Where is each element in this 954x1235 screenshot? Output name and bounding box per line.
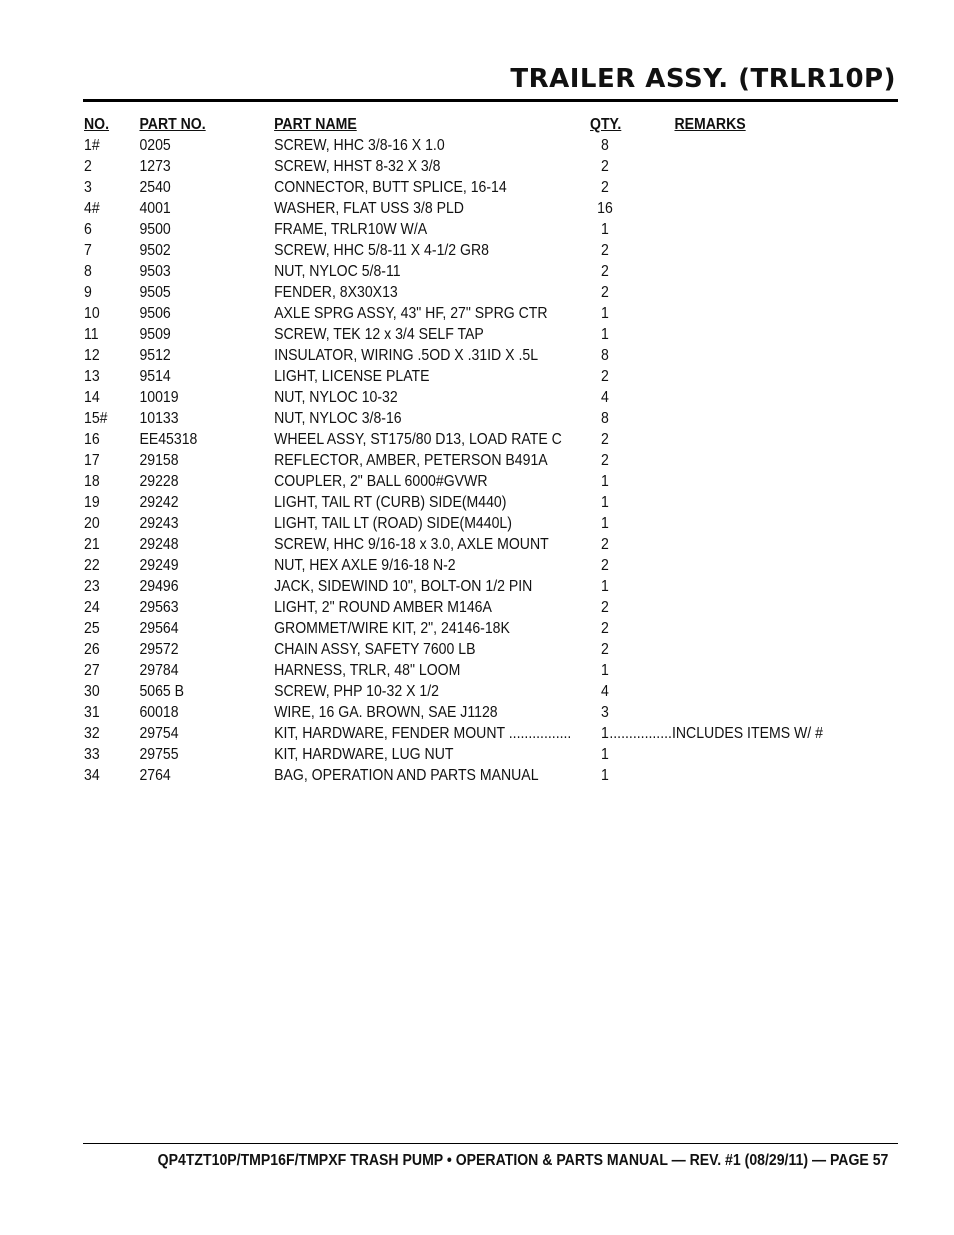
cell-part-name: SCREW, HHST 8-32 X 3/8 [274, 158, 441, 175]
cell-part-name: BAG, OPERATION AND PARTS MANUAL [274, 767, 539, 784]
cell-qty: 1 [601, 725, 609, 742]
cell-no: 18 [84, 473, 100, 490]
header-qty: QTY. [590, 116, 622, 133]
cell-qty: 1 [601, 494, 609, 511]
cell-part-no: 9505 [139, 284, 171, 301]
cell-part-no: 4001 [139, 200, 171, 217]
table-row [84, 681, 800, 702]
cell-part-name: REFLECTOR, AMBER, PETERSON B491A [274, 452, 548, 469]
cell-no: 3 [84, 179, 92, 196]
cell-part-no: 2764 [139, 767, 171, 784]
table-row [84, 492, 800, 513]
cell-no: 20 [84, 515, 100, 532]
cell-no: 8 [84, 263, 92, 280]
table-row [84, 534, 800, 555]
table-row [84, 702, 800, 723]
cell-part-no: 1273 [139, 158, 171, 175]
cell-part-name: AXLE SPRG ASSY, 43" HF, 27" SPRG CTR [274, 305, 548, 322]
cell-no: 34 [84, 767, 100, 784]
cell-part-name: SCREW, PHP 10-32 X 1/2 [274, 683, 439, 700]
cell-no: 12 [84, 347, 100, 364]
cell-part-name: KIT, HARDWARE, FENDER MOUNT ................ [274, 725, 572, 742]
cell-part-name: WHEEL ASSY, ST175/80 D13, LOAD RATE C [274, 431, 562, 448]
cell-no: 9 [84, 284, 92, 301]
cell-part-no: 0205 [139, 137, 171, 154]
cell-part-name: FRAME, TRLR10W W/A [274, 221, 428, 238]
cell-part-no: 29248 [139, 536, 179, 553]
table-header-row [84, 114, 800, 135]
cell-no: 1# [84, 137, 100, 154]
cell-part-name: WIRE, 16 GA. BROWN, SAE J1128 [274, 704, 498, 721]
table-row [84, 429, 800, 450]
cell-qty: 1 [601, 578, 609, 595]
cell-part-no: 29242 [139, 494, 179, 511]
cell-part-no: 60018 [139, 704, 179, 721]
table-row [84, 660, 800, 681]
parts-table [84, 114, 898, 786]
cell-part-no: 29563 [139, 599, 179, 616]
table-row [84, 177, 800, 198]
cell-qty: 1 [601, 326, 609, 343]
footer-rule [83, 1143, 898, 1144]
cell-part-name: SCREW, HHC 3/8-16 X 1.0 [274, 137, 445, 154]
cell-qty: 2 [601, 368, 609, 385]
table-row [84, 387, 800, 408]
cell-part-name: JACK, SIDEWIND 10", BOLT-ON 1/2 PIN [274, 578, 533, 595]
cell-part-no: 29754 [139, 725, 179, 742]
cell-qty: 8 [601, 410, 609, 427]
table-row [84, 366, 800, 387]
table-row [84, 261, 800, 282]
table-row [84, 135, 800, 156]
cell-no: 27 [84, 662, 100, 679]
cell-qty: 1 [601, 221, 609, 238]
cell-qty: 1 [601, 746, 609, 763]
cell-no: 22 [84, 557, 100, 574]
cell-part-no: 5065 B [139, 683, 185, 700]
cell-part-name: KIT, HARDWARE, LUG NUT [274, 746, 454, 763]
cell-qty: 1 [601, 767, 609, 784]
cell-no: 7 [84, 242, 92, 259]
cell-part-no: 2540 [139, 179, 171, 196]
table-row [84, 156, 800, 177]
cell-qty: 8 [601, 137, 609, 154]
header-no: NO. [84, 116, 110, 133]
cell-no: 21 [84, 536, 100, 553]
cell-qty: 1 [601, 515, 609, 532]
cell-no: 4# [84, 200, 100, 217]
cell-part-name: CONNECTOR, BUTT SPLICE, 16-14 [274, 179, 507, 196]
table-row [84, 198, 800, 219]
header-remarks: REMARKS [674, 116, 746, 133]
cell-part-name: LIGHT, LICENSE PLATE [274, 368, 430, 385]
cell-qty: 2 [601, 179, 609, 196]
cell-part-name: LIGHT, 2" ROUND AMBER M146A [274, 599, 492, 616]
cell-part-no: 9514 [139, 368, 171, 385]
cell-no: 13 [84, 368, 100, 385]
cell-part-no: 29755 [139, 746, 179, 763]
cell-no: 2 [84, 158, 92, 175]
cell-qty: 2 [601, 452, 609, 469]
title-rule [83, 99, 898, 102]
cell-part-no: 9500 [139, 221, 171, 238]
table-row [84, 597, 800, 618]
page-title: TRAILER ASSY. (TRLR10P) [510, 64, 896, 94]
table-row [84, 471, 800, 492]
cell-part-no: 29158 [139, 452, 179, 469]
table-row [84, 744, 800, 765]
cell-part-no: 29784 [139, 662, 179, 679]
cell-part-name: WASHER, FLAT USS 3/8 PLD [274, 200, 464, 217]
cell-qty: 8 [601, 347, 609, 364]
table-row [84, 282, 800, 303]
cell-part-no: 9503 [139, 263, 171, 280]
cell-part-no: EE45318 [139, 431, 198, 448]
header-part-name: PART NAME [274, 116, 357, 133]
cell-part-name: LIGHT, TAIL RT (CURB) SIDE(M440) [274, 494, 507, 511]
cell-qty: 2 [601, 431, 609, 448]
cell-qty: 2 [601, 158, 609, 175]
cell-part-no: 10133 [139, 410, 179, 427]
table-row [84, 513, 800, 534]
table-row [84, 408, 800, 429]
cell-part-name: NUT, HEX AXLE 9/16-18 N-2 [274, 557, 456, 574]
table-row [84, 765, 800, 786]
table-row [84, 450, 800, 471]
cell-qty: 2 [601, 263, 609, 280]
cell-qty: 3 [601, 704, 609, 721]
cell-no: 16 [84, 431, 100, 448]
cell-qty: 1 [601, 305, 609, 322]
cell-no: 24 [84, 599, 100, 616]
cell-part-no: 29572 [139, 641, 179, 658]
cell-no: 15# [84, 410, 108, 427]
table-row [84, 618, 800, 639]
cell-part-name: SCREW, HHC 9/16-18 x 3.0, AXLE MOUNT [274, 536, 549, 553]
cell-qty: 2 [601, 620, 609, 637]
cell-part-name: SCREW, HHC 5/8-11 X 4-1/2 GR8 [274, 242, 490, 259]
cell-qty: 2 [601, 599, 609, 616]
table-row [84, 723, 823, 744]
cell-no: 26 [84, 641, 100, 658]
cell-part-no: 29243 [139, 515, 179, 532]
cell-no: 17 [84, 452, 100, 469]
cell-part-name: INSULATOR, WIRING .5OD X .31ID X .5L [274, 347, 539, 364]
cell-part-no: 9502 [139, 242, 171, 259]
cell-no: 19 [84, 494, 100, 511]
cell-part-name: HARNESS, TRLR, 48" LOOM [274, 662, 461, 679]
cell-no: 14 [84, 389, 100, 406]
cell-part-no: 10019 [139, 389, 179, 406]
cell-no: 31 [84, 704, 100, 721]
cell-part-name: CHAIN ASSY, SAFETY 7600 LB [274, 641, 476, 658]
cell-part-no: 29228 [139, 473, 179, 490]
table-row [84, 219, 800, 240]
table-body [84, 135, 898, 786]
cell-part-name: LIGHT, TAIL LT (ROAD) SIDE(M440L) [274, 515, 512, 532]
cell-part-name: FENDER, 8X30X13 [274, 284, 398, 301]
table-row [84, 639, 800, 660]
cell-part-name: GROMMET/WIRE KIT, 2", 24146-18K [274, 620, 510, 637]
cell-qty: 16 [597, 200, 613, 217]
cell-qty: 4 [601, 389, 609, 406]
cell-qty: 2 [601, 641, 609, 658]
cell-part-no: 9512 [139, 347, 171, 364]
cell-qty: 1 [601, 473, 609, 490]
cell-part-no: 9506 [139, 305, 171, 322]
cell-no: 25 [84, 620, 100, 637]
table-row [84, 324, 800, 345]
cell-part-name: COUPLER, 2" BALL 6000#GVWR [274, 473, 488, 490]
cell-remarks: ................INCLUDES ITEMS W/ # [609, 725, 823, 742]
cell-part-name: SCREW, TEK 12 x 3/4 SELF TAP [274, 326, 484, 343]
cell-qty: 1 [601, 662, 609, 679]
cell-no: 6 [84, 221, 92, 238]
cell-part-no: 29249 [139, 557, 179, 574]
table-row [84, 555, 800, 576]
table-row [84, 576, 800, 597]
cell-no: 11 [84, 326, 99, 343]
table-row [84, 240, 800, 261]
cell-qty: 2 [601, 536, 609, 553]
cell-qty: 2 [601, 242, 609, 259]
cell-part-name: NUT, NYLOC 5/8-11 [274, 263, 401, 280]
cell-part-no: 29496 [139, 578, 179, 595]
cell-no: 10 [84, 305, 100, 322]
cell-no: 23 [84, 578, 100, 595]
cell-no: 32 [84, 725, 100, 742]
cell-part-name: NUT, NYLOC 3/8-16 [274, 410, 402, 427]
cell-part-no: 29564 [139, 620, 179, 637]
cell-part-no: 9509 [139, 326, 171, 343]
table-row [84, 345, 800, 366]
page-footer: QP4TZT10P/TMP16F/TMPXF TRASH PUMP • OPERATION & PARTS MANUAL — REV. #1 (08/29/11) — PAGE 57 [157, 1152, 888, 1169]
cell-qty: 2 [601, 557, 609, 574]
cell-qty: 2 [601, 284, 609, 301]
header-part-no: PART NO. [139, 116, 206, 133]
cell-no: 30 [84, 683, 100, 700]
cell-qty: 4 [601, 683, 609, 700]
cell-no: 33 [84, 746, 100, 763]
table-row [84, 303, 800, 324]
cell-part-name: NUT, NYLOC 10-32 [274, 389, 398, 406]
